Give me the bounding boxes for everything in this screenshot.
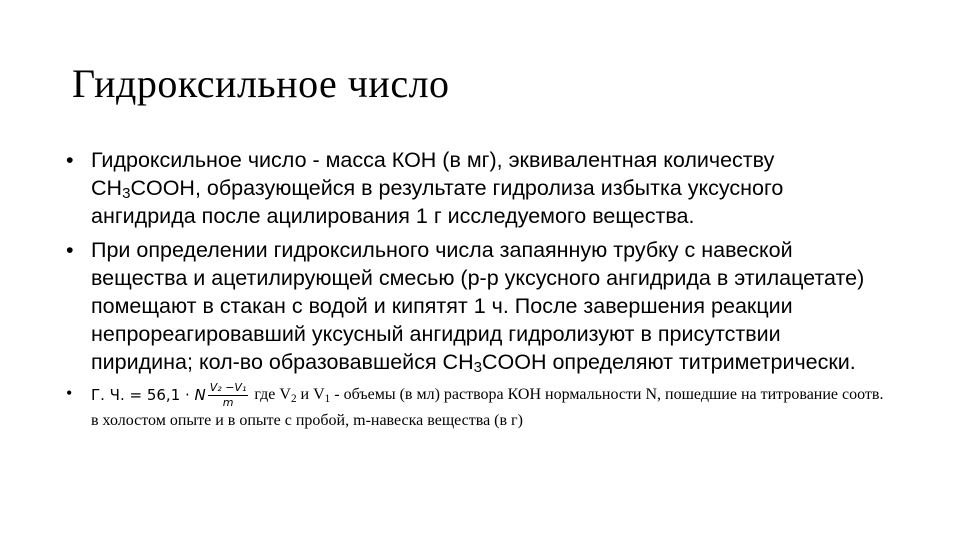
subscript: 3 xyxy=(122,185,131,202)
bullet-list xyxy=(66,146,886,432)
bullet-text: где V xyxy=(250,386,291,404)
subscript: 2 xyxy=(290,393,297,406)
bullet-dot: • xyxy=(66,238,74,262)
bullet-text: COOH определяют титриметрически. xyxy=(482,350,856,374)
bullet-definition xyxy=(66,146,886,230)
subscript: 1 xyxy=(324,393,331,406)
subscript: 3 xyxy=(473,359,482,376)
slide-title: Гидроксильное число xyxy=(72,61,450,106)
bullet-dot: • xyxy=(66,383,73,403)
bullet-text: - объемы (в мл) раствора КОН нормальности N, пошедшие на титрование соотв. в холостом опыте и в опыте с пробой, m-навеска вещества (в г) xyxy=(91,386,884,429)
bullet-formula xyxy=(66,382,886,432)
formula-fraction xyxy=(208,382,249,409)
formula-normality: N xyxy=(194,386,206,404)
bullet-text: COOH, образующейся в результате гидролиза избытка уксусного ангидрида после ацилирования 1 г исследуемого вещества. xyxy=(91,176,784,228)
formula-prefix: Г. Ч. = 56,1 · xyxy=(91,386,195,404)
bullet-dot: • xyxy=(66,148,74,172)
bullet-text: При определении гидроксильного числа запаянную трубку с навеской вещества и ацетилирующей смесью (р-р уксусного ангидрида в этилацетате) помещают в стакан с водой и кипятят 1 ч. После завершения реакции непрореагировавший уксусный ангидрид гидролизуют в присутствии пиридина; кол-во образовавшейся CH xyxy=(91,238,865,374)
fraction-denominator: m xyxy=(222,396,234,409)
bullet-text: и V xyxy=(296,386,325,404)
hydroxyl-number-formula xyxy=(91,382,250,409)
fraction-numerator: V₂ −V₁ xyxy=(209,381,247,394)
bullet-procedure xyxy=(66,236,886,376)
bullet-text: Гидроксильное число - масса КОН (в мг), эквивалентная количеству CH xyxy=(91,148,775,200)
